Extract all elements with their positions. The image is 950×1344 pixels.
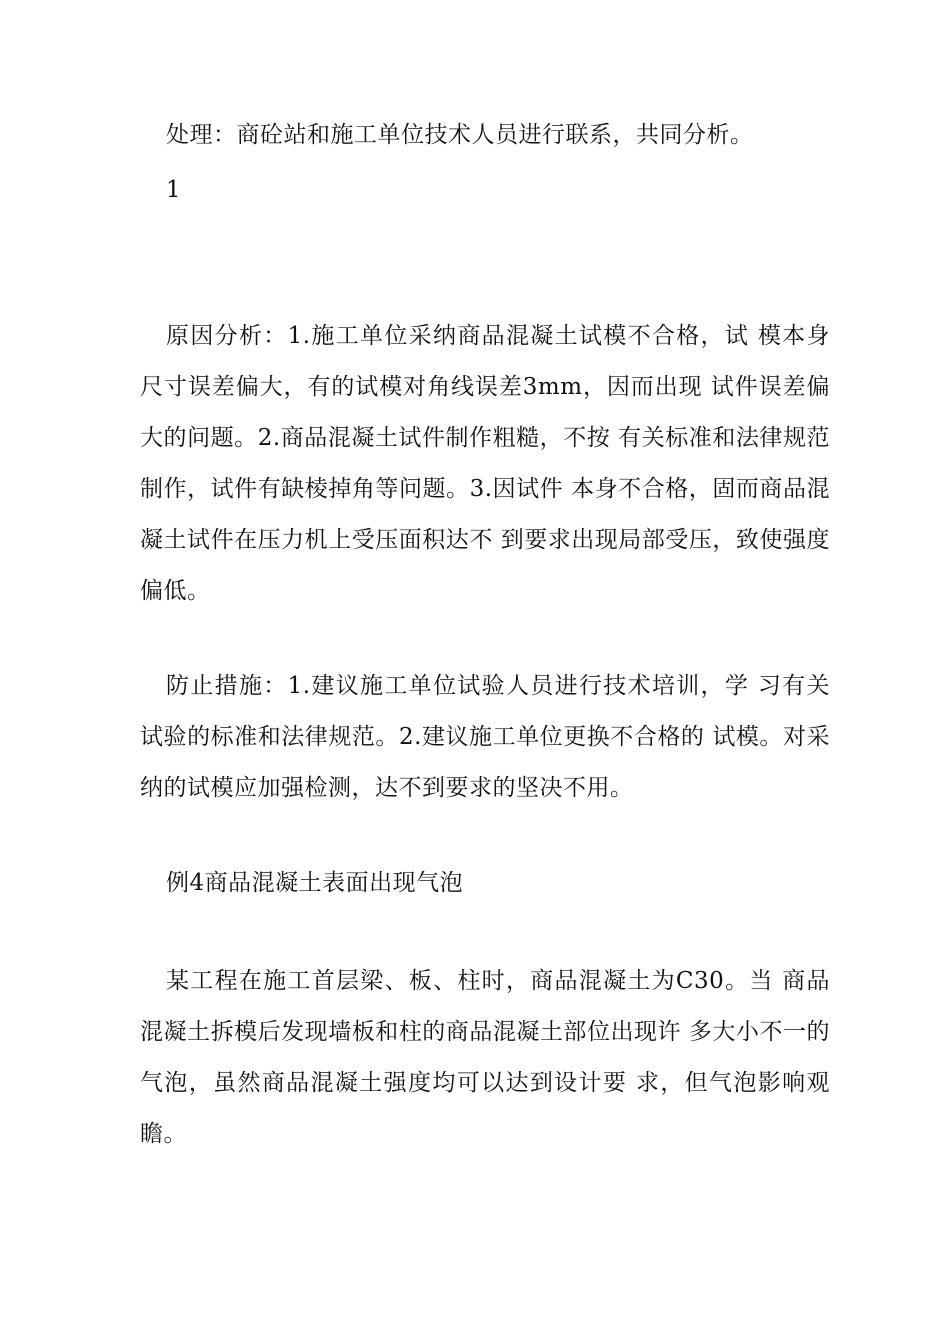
cause-analysis-paragraph: 原因分析：1.施工单位采纳商品混凝土试模不合格，试 模本身尺寸误差偏大，有的试模对角线误差3mm，因而出现 试件误差偏大的问题。2.商品混凝土试件制作粗糙，不按 有关标准和法律规范制作，试件有缺棱掉角等问题。3.因试件 本身不合格，固而商品混凝土试件在压力机上受压面积达不 到要求出现局部受压，致使强度偏低。 xyxy=(140,323,830,604)
example-body-paragraph: 某工程在施工首层梁、板、柱时，商品混凝土为C30。当 商品混凝土拆模后发现墙板和柱的商品混凝土部位出现许 多大小不一的气泡，虽然商品混凝土强度均可以达到设计要 求，但气泡影响观瞻。 xyxy=(140,968,830,1147)
prevention-paragraph: 防止措施：1.建议施工单位试验人员进行技术培训，学 习有关试验的标准和法律规范。2.建议施工单位更换不合格的 试模。对采纳的试模应加强检测，达不到要求的坚决不用。 xyxy=(140,673,830,801)
example-title: 例4商品混凝土表面出现气泡 xyxy=(166,870,464,896)
page-number: 1 xyxy=(166,177,182,203)
handling-paragraph: 处理：商砼站和施工单位技术人员进行联系，共同分析。 xyxy=(166,122,754,148)
